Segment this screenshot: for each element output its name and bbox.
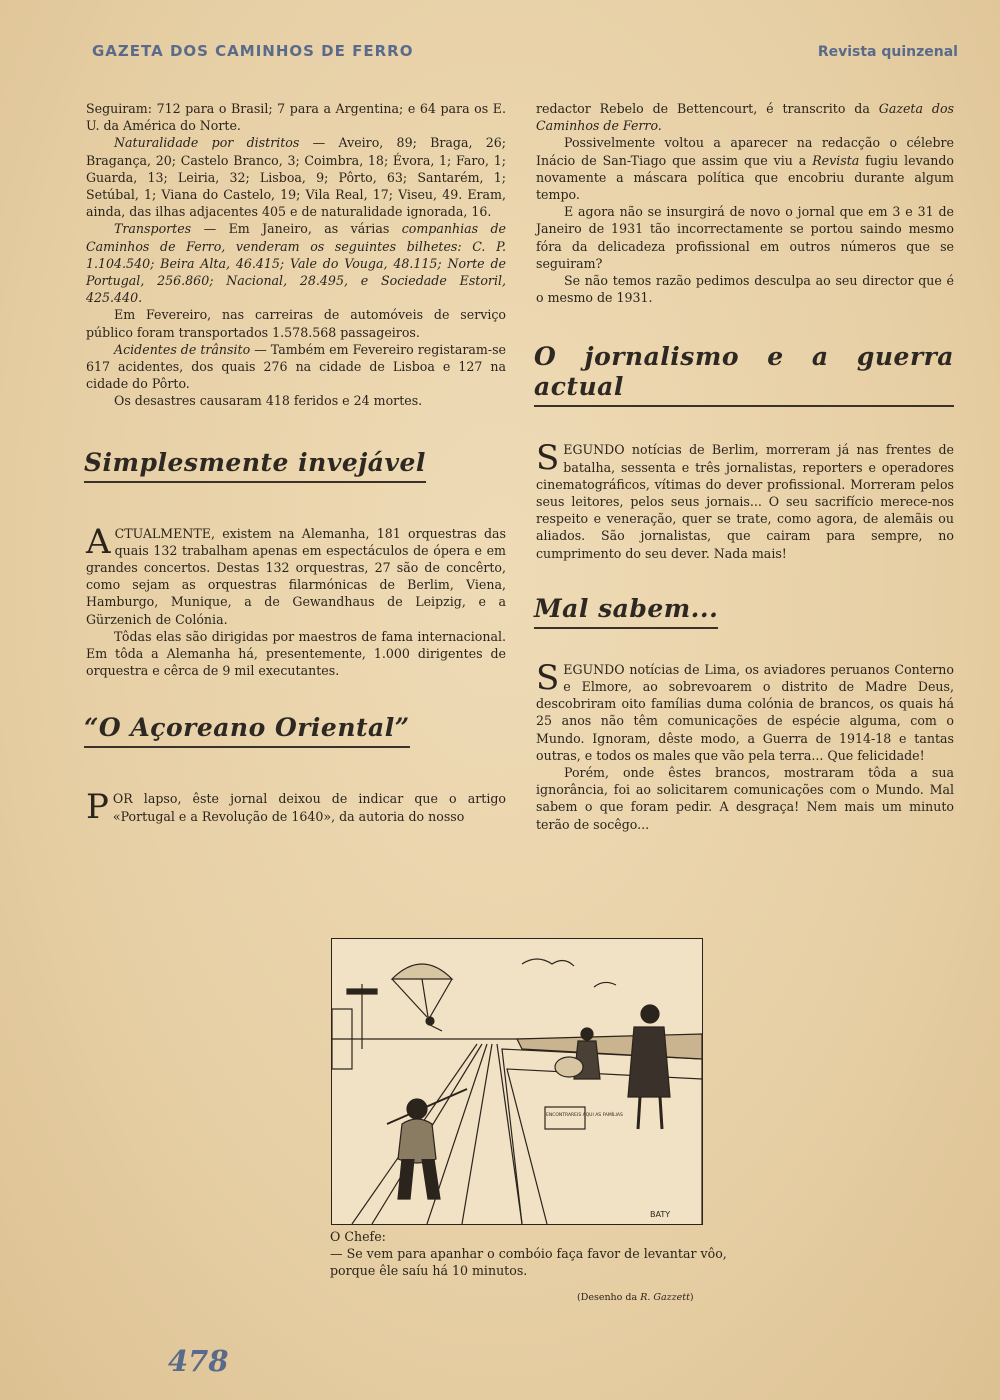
paragraph: E agora não se insurgirá de novo o jornal que em 3 e 31 de Janeiro de 1931 tão incorrectamente se portou saindo mesmo fóra da delicadeza profissional em outros números que se seguiram? [536,204,954,271]
paragraph-text: fugiu levando novamente a máscara política que encobriu durante algum tempo. [536,152,954,203]
section-body [536,438,954,561]
cartoon-caption [330,1228,730,1279]
lead-in: Naturalidade por distritos [114,135,300,151]
page-number: 478 [168,1344,229,1378]
paragraph [536,657,954,764]
traveller-leg [422,1159,440,1199]
signal-arm [347,989,377,994]
cloud-shape [594,982,616,987]
section-heading-wrap [534,342,954,407]
station-chief-body [628,1027,670,1097]
paragraph-italic: Revista [812,152,860,168]
parachute-line [392,979,427,1017]
paragraph: Porém, onde êstes brancos, mostraram tôda a sua ignorância, foi ao solicitarem comunicações com o Mundo. Mal sabem o que foram pedir. A desgraça! Nem mais um minuto terão de socêgo... [536,765,954,832]
section-body [86,521,506,680]
parachutist-figure [426,1017,434,1025]
running-header-title: GAZETA DOS CAMINHOS DE FERRO [92,42,414,60]
paragraph-text: EGUNDO notícias de Lima, os aviadores peruanos Conterno e Elmore, ao sobrevoarem o distrito de Madre Deus, descobriram oito famílias duma colónia de brancos, os quais há 25 anos não têm comunicações de espécie alguma, com o Mundo. Ignoram, dêste modo, a Guerra de 1914-18 e tantas outras, e todos os males que vão pela terra... Que felicidade! [536,661,954,763]
section-heading-wrap [534,594,954,629]
parachute-line [422,979,428,1017]
station-sign-text: ENCONTRAREIS AQUI AS FAMÍLIAS [546,1113,623,1118]
paragraph [536,134,954,203]
section-heading: O jornalismo e a guerra actual [534,342,954,407]
platform-edge [507,1069,702,1224]
credit-prefix: (Desenho da [577,1292,641,1303]
station-chief-head [641,1005,659,1023]
left-column [84,100,506,828]
woman-head [581,1028,593,1040]
paragraph-text: — Também em Fevereiro registaram-se 617 acidentes, dos quais 276 na cidade de Lisboa e 127 na cidade do Pôrto. [86,341,506,392]
lead-in: Acidentes de trânsito [114,341,251,357]
paragraph-text: — Em Janeiro, as várias [191,221,402,237]
credit-source: R. Gazzett [640,1292,690,1303]
paragraph-text: EGUNDO notícias de Berlim, morreram já nas frentes de batalha, sessenta e três jornalistas, reporters e operadores cinematográficos, vítimas do dever profissional. Morreram pelos seus leitores, pelos seus jornais... O seu sacrifício merece-nos respeito e veneração, quer se trate, como agora, de alemãis ou aliados. São jornalistas, que cairam para sempre, no cumprimento do seu dever. Nada mais! [536,442,954,561]
paragraph: Tôdas elas são dirigidas por maestros de fama internacional. Em tôda a Alemanha há, presentemente, 1.000 dirigentes de orquestra e cêrca de 9 mil executantes. [86,628,506,679]
section-heading: Simplesmente invejável [84,448,426,483]
station-chief-leg [660,1097,662,1129]
paragraph: Se não temos razão pedimos desculpa ao seu director que é o mesmo de 1931. [536,273,954,306]
section-body [86,787,506,828]
paragraph [86,341,506,393]
drop-cap: P [86,787,109,828]
paragraph [86,134,506,220]
cloud-shape [522,959,574,966]
drop-cap: S [536,438,560,479]
section-heading: “O Açoreano Oriental” [84,713,410,748]
paragraph: Seguiram: 712 para o Brasil; 7 para a Argentina; e 64 para os E. U. da América do Norte. [86,101,506,134]
traveller-head [407,1099,427,1119]
paragraph-italic: Gazeta dos Caminhos de Ferro. [536,101,954,134]
luggage-bag [555,1057,583,1077]
parachute-line [430,979,452,1017]
running-header-subtitle: Revista quinzenal [817,44,958,60]
paragraph-text: — Aveiro, 89; Braga, 26; Bragança, 20; Castelo Branco, 3; Coimbra, 18; Évora, 1; Faro, 1; Guarda, 13; Leiria, 32; Lisboa, 9; Pôrto, 63; Santarém, 1; Setúbal, 1; Viana do Castelo, 19; Vila Real, 17; Viseu, 49. Eram, ainda, das ilhas adjacentes 405 e de naturalidade ignorada, 16. [86,135,506,220]
cartoon-drawing [332,939,702,1224]
paragraph-text: Possivelmente voltou a aparecer na redacção o célebre Inácio de San-Tiago que assim que viu a [536,135,954,168]
paragraph: Em Fevereiro, nas carreiras de automóveis de serviço público foram transportados 1.578.568 passageiros. [86,307,506,340]
caption-text: — Se vem para apanhar o combóio faça favor de levantar vôo, porque êle saíu há 10 minutos. [330,1246,727,1278]
paragraph: Os desastres causaram 418 feridos e 24 mortes. [114,393,423,409]
rail-line [497,1044,522,1224]
station-chief-leg [638,1097,640,1129]
section-heading-wrap [84,448,506,483]
rail-line [462,1044,492,1224]
station-sign [545,1107,585,1129]
paragraph [86,787,506,828]
paragraph-text: CTUALMENTE, existem na Alemanha, 181 orquestras das quais 132 trabalham apenas em espectáculos de ópera e em grandes concertos. Destas 132 orquestras, 27 são de concêrto, como sejam as orquestras filarmónicas de Berlim, Viena, Hamburgo, Munique, a de Gewandhaus de Leipzig, e a Gürzenich de Colónia. [86,525,506,627]
paragraph [536,438,954,561]
parachutist-figure [430,1025,442,1031]
traveller-leg [398,1159,414,1199]
cartoon-illustration [331,938,703,1225]
lead-in: Transportes [114,221,192,237]
drop-cap: A [86,521,111,562]
section-heading: Mal sabem... [534,594,718,629]
paragraph [86,220,506,306]
paragraph-text: redactor Rebelo de Bettencourt, é transcrito da [536,101,879,116]
paragraph-text: OR lapso, êste jornal deixou de indicar que o artigo «Portugal e a Revolução de 1640», da autoria do nosso [112,791,506,824]
platform-shape [502,1049,702,1224]
traveller-stick [387,1089,467,1124]
caption-speaker: O Chefe: [330,1229,386,1244]
parachute-canopy [392,964,452,979]
credit-suffix: ) [689,1292,694,1303]
illustration-credit [577,1292,694,1303]
right-column [536,100,954,833]
drop-cap: S [536,657,560,698]
traveller-body [398,1119,436,1163]
fence-shape [517,1034,702,1059]
paragraph-italic: companhias de Caminhos de Ferro, venderam os seguintes bilhetes: C. P. 1.104.540; Beira Alta, 46.415; Vale do Vouga, 48.115; Norte de Portugal, 256.860; Nacional, 28.495, e Sociedade Estoril, 425.440. [86,221,506,306]
paragraph [536,100,954,134]
artist-signature: BATY [650,1210,671,1219]
section-body [536,657,954,833]
section-heading-wrap [84,713,506,748]
paragraph [86,521,506,628]
